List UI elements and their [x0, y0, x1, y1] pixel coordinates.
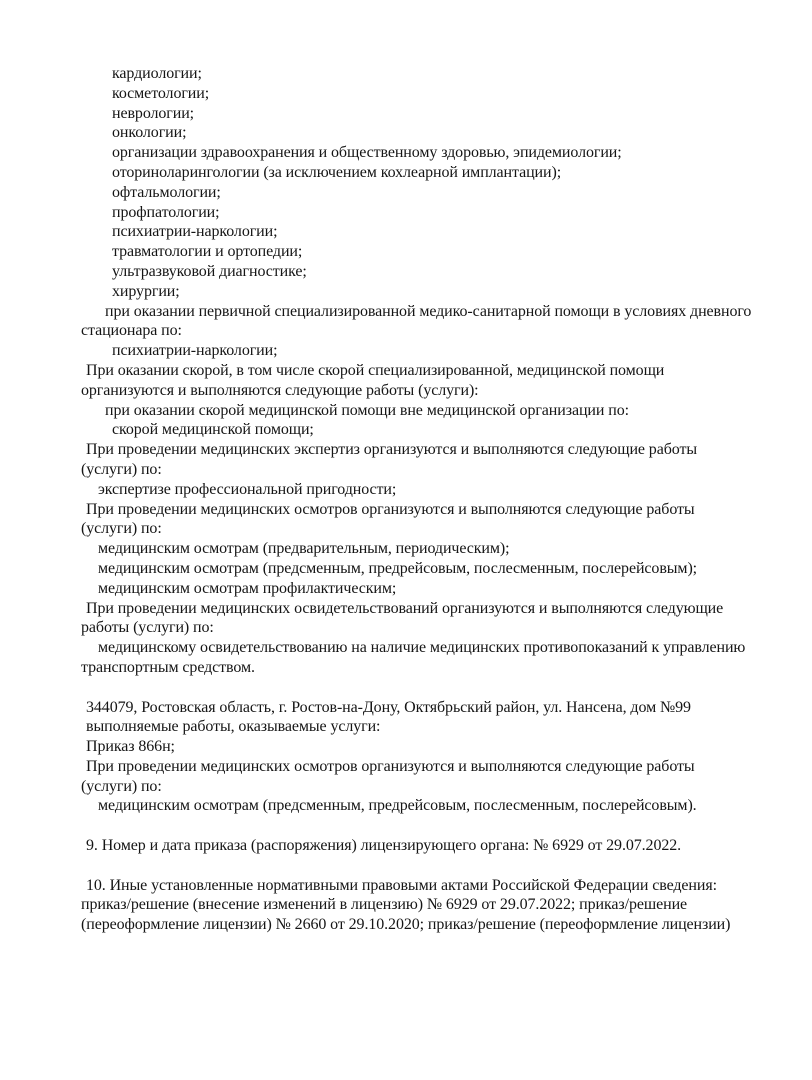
text-line: 10. Иные установленные нормативными правовыми актами Российской Федерации сведения:: [86, 876, 717, 894]
text-line: психиатрии-наркологии;: [112, 342, 278, 360]
text-line: онкологии;: [112, 124, 187, 142]
blank-line: [81, 856, 791, 876]
text-line: (услуги) по:: [81, 777, 162, 795]
text-line: при оказании первичной специализированной медико-санитарной помощи в условиях дневного: [105, 302, 752, 320]
text-line: профпатологии;: [112, 203, 220, 221]
text-line: приказ/решение (внесение изменений в лицензию) № 6929 от 29.07.2022; приказ/решение: [81, 896, 688, 914]
text-line: медицинским осмотрам (предварительным, периодическим);: [98, 540, 510, 558]
blank-line: [81, 816, 791, 836]
text-line: (услуги) по:: [81, 520, 162, 538]
text-line: психиатрии-наркологии;: [112, 223, 278, 241]
text-line: При проведении медицинских осмотров организуются и выполняются следующие работы: [86, 500, 695, 518]
text-line: неврологии;: [112, 104, 195, 122]
text-line: транспортным средством.: [81, 658, 255, 676]
text-line: При проведении медицинских освидетельствований организуются и выполняются следующие: [86, 599, 724, 617]
text-line: косметологии;: [112, 84, 210, 102]
text-line: организации здравоохранения и общественному здоровью, эпидемиологии;: [112, 144, 622, 162]
text-line: стационара по:: [81, 322, 182, 340]
text-line: кардиологии;: [112, 65, 202, 82]
text-line: при оказании скорой медицинской помощи вне медицинской организации по:: [105, 401, 629, 419]
text-line: медицинским осмотрам (предсменным, предрейсовым, послесменным, послерейсовым);: [98, 559, 698, 577]
text-line: выполняемые работы, оказываемые услуги:: [86, 718, 381, 736]
text-line: (услуги) по:: [81, 460, 162, 478]
text-line: При проведении медицинских осмотров организуются и выполняются следующие работы: [86, 757, 695, 775]
text-line: хирургии;: [112, 282, 180, 300]
document-text-block: [81, 64, 791, 935]
text-line: травматологии и ортопедии;: [112, 243, 303, 261]
text-line: 9. Номер и дата приказа (распоряжения) лицензирующего органа: № 6929 от 29.07.2022.: [86, 837, 682, 855]
text-line: (переоформление лицензии) № 2660 от 29.10.2020; приказ/решение (переоформление лицензии): [81, 916, 731, 934]
text-line: При оказании скорой, в том числе скорой специализированной, медицинской помощи: [86, 361, 665, 379]
text-line: Приказ 866н;: [86, 738, 175, 756]
text-line: работы (услуги) по:: [81, 619, 214, 637]
text-line: организуются и выполняются следующие работы (услуги):: [81, 381, 479, 399]
text-line: медицинским осмотрам профилактическим;: [98, 579, 397, 597]
text-line: При проведении медицинских экспертиз организуются и выполняются следующие работы: [86, 441, 697, 459]
text-line: экспертизе профессиональной пригодности;: [98, 480, 397, 498]
text-line: скорой медицинской помощи;: [112, 421, 314, 439]
text-line: медицинским осмотрам (предсменным, предрейсовым, послесменным, послерейсовым).: [98, 797, 697, 815]
blank-line: [81, 678, 791, 698]
text-line: офтальмологии;: [112, 183, 221, 201]
text-line: ультразвуковой диагностике;: [112, 262, 307, 280]
text-line: медицинскому освидетельствованию на наличие медицинских противопоказаний к управлению: [98, 639, 746, 657]
text-line: оториноларингологии (за исключением кохлеарной имплантации);: [112, 163, 562, 181]
text-line: 344079, Ростовская область, г. Ростов-на-Дону, Октябрьский район, ул. Нансена, дом №99: [86, 698, 691, 716]
